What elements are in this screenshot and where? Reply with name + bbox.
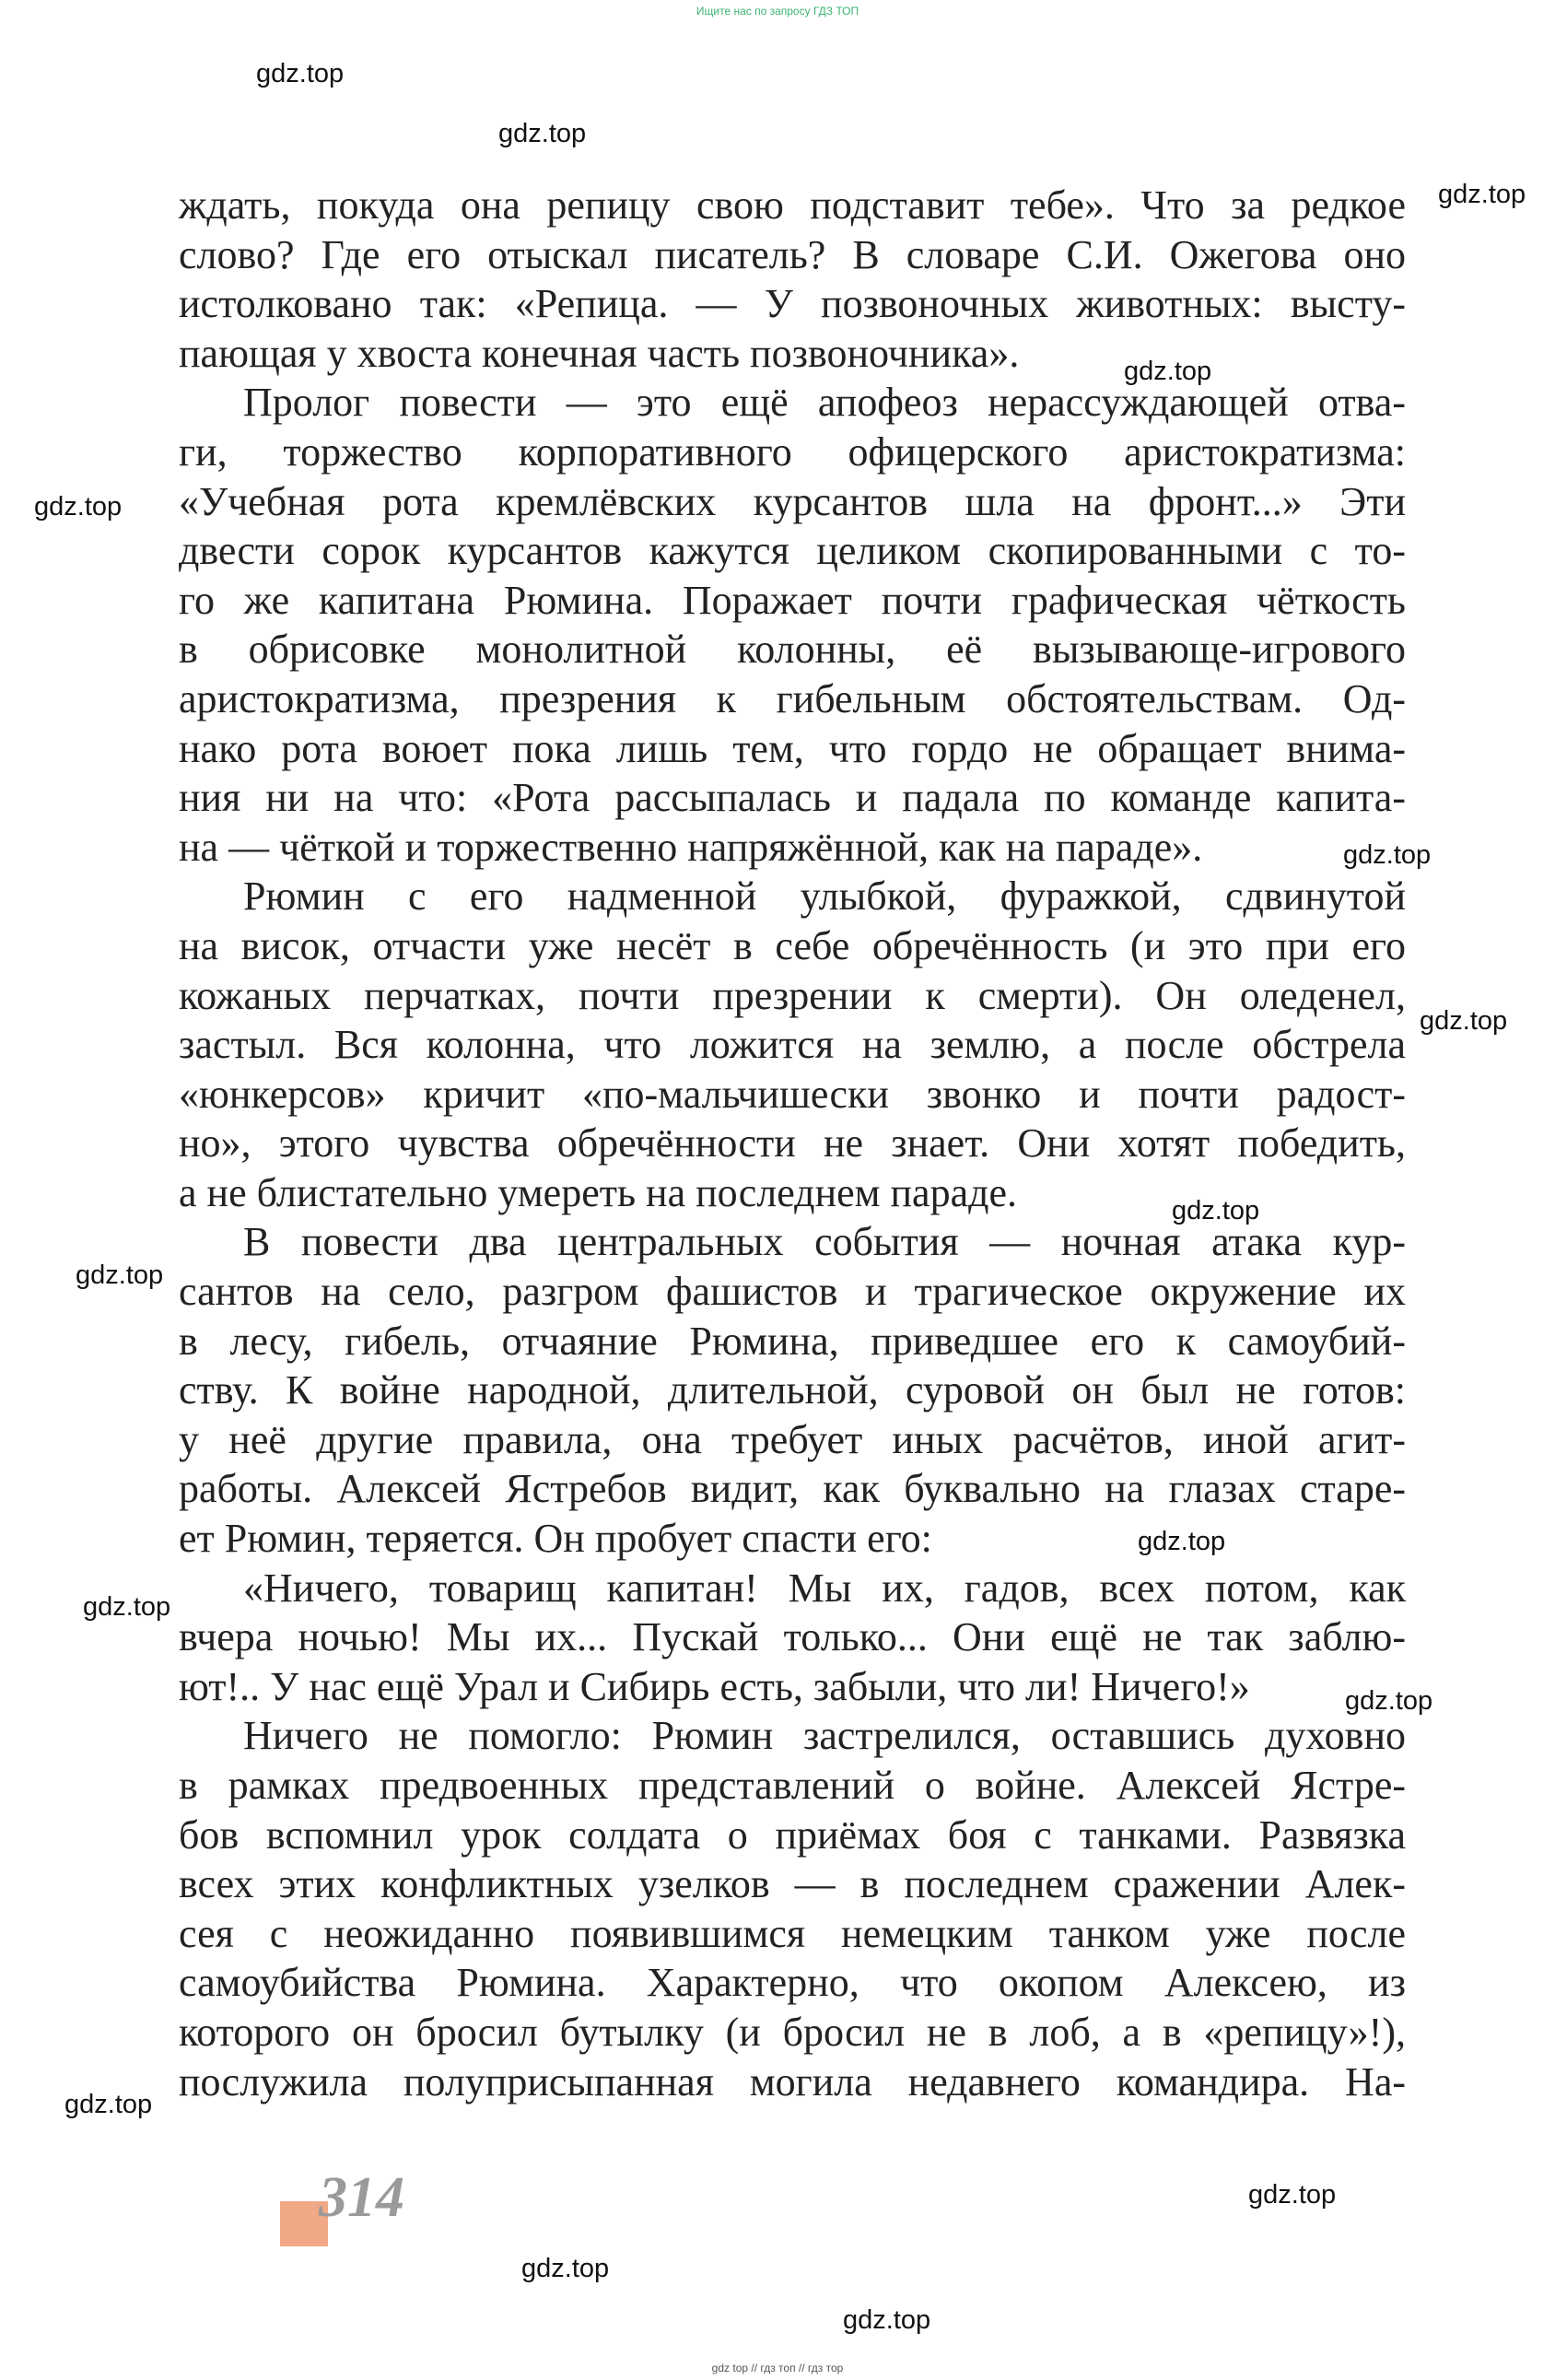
text-line: послужила полуприсыпанная могила недавнего командира. На- [179,2058,1406,2104]
watermark: gdz.top [498,119,587,148]
watermark: gdz.top [1420,1006,1508,1036]
text-line: истолковано так: «Репица. — У позвоночных животных: высту- [179,281,1406,327]
watermark: gdz.top [1343,840,1432,870]
top-search-note: Ищите нас по запросу ГДЗ ТОП [696,5,859,18]
text-line: работы. Алексей Ястребов видит, как буквально на глазах старе- [179,1466,1406,1512]
text-line: в рамках предвоенных представлений о войне. Алексей Ястре- [179,1763,1406,1808]
text-line: ют!.. У нас ещё Урал и Сибирь есть, забыли, что ли! Ничего!» [179,1663,1250,1709]
text-line: «Ничего, товарищ капитан! Мы их, гадов, всех потом, как [243,1565,1406,1611]
text-line: Ничего не помогло: Рюмин застрелился, оставшись духовно [243,1713,1406,1759]
text-line: ния ни на что: «Рота рассыпалась и падала по команде капита- [179,775,1406,821]
watermark: gdz.top [256,59,345,88]
watermark: gdz.top [76,1260,164,1290]
text-line: «юнкерсов» кричит «по-мальчишески звонко и почти радост- [179,1071,1406,1117]
bottom-note: gdz top // гдз топ // гдз тор [711,2362,844,2374]
text-line: двести сорок курсантов кажутся целиком скопированными с то- [179,528,1406,574]
text-line: слово? Где его отыскал писатель? В словаре С.И. Ожегова оно [179,231,1406,277]
text-line: но», этого чувства обречённости не знает. Они хотят победить, [179,1120,1406,1167]
text-line: нако рота воюет пока лишь тем, что гордо не обращает внима- [179,725,1406,771]
text-line: ждать, покуда она репицу свою подставит тебе». Что за редкое [179,182,1406,228]
watermark: gdz.top [521,2254,610,2283]
text-line: ги, торжество корпоративного офицерского аристократизма: [179,428,1406,475]
text-line: аристократизма, презрения к гибельным обстоятельствам. Од- [179,675,1406,721]
text-line: которого он бросил бутылку (и бросил не в лоб, а в «репицу»!), [179,2009,1406,2055]
watermark: gdz.top [34,492,123,522]
watermark: gdz.top [1248,2180,1337,2210]
text-line: самоубийства Рюмина. Характерно, что окопом Алексею, из [179,1960,1406,2006]
text-line: ству. К войне народной, длительной, суровой он был не готов: [179,1367,1406,1413]
text-line: застыл. Вся колонна, что ложится на землю, а после обстрела [179,1022,1406,1068]
text-line: всех этих конфликтных узелков — в последнем сражении Алек- [179,1861,1406,1907]
watermark: gdz.top [1138,1527,1226,1556]
text-line: бов вспомнил урок солдата о приёмах боя с танками. Развязка [179,1811,1406,1858]
text-line: в обрисовке монолитной колонны, её вызывающе-игрового [179,627,1406,673]
watermark: gdz.top [1172,1196,1260,1225]
text-line: В повести два центральных события — ночная атака кур- [243,1219,1406,1265]
watermark: gdz.top [1438,180,1526,209]
text-line: сея с неожиданно появившимся немецким танком уже после [179,1910,1406,1956]
text-line: у неё другие правила, она требует иных расчётов, иной агит- [179,1416,1406,1462]
text-line: кожаных перчатках, почти презрении к смерти). Он оледенел, [179,972,1406,1018]
watermark: gdz.top [83,1592,171,1622]
page-number: 314 [319,2166,404,2229]
text-line: ет Рюмин, теряется. Он пробует спасти его: [179,1516,932,1562]
text-line: «Учебная рота кремлёвских курсантов шла на фронт...» Эти [179,478,1406,524]
body-text [179,181,1406,2106]
text-line: а не блистательно умереть на последнем параде. [179,1169,1018,1215]
text-line: го же капитана Рюмина. Поражает почти графическая чёткость [179,577,1406,623]
text-line: пающая у хвоста конечная часть позвоночника». [179,330,1020,376]
text-line: в лесу, гибель, отчаяние Рюмина, приведшее его к самоубий- [179,1318,1406,1364]
watermark: gdz.top [1345,1686,1433,1716]
text-line: на — чёткой и торжественно напряжённой, как на параде». [179,824,1203,870]
text-line: вчера ночью! Мы их... Пускай только... Они ещё не так заблю- [179,1614,1406,1660]
text-line: Рюмин с его надменной улыбкой, фуражкой, сдвинутой [243,873,1406,920]
text-line: Пролог повести — это ещё апофеоз нерассуждающей отва- [243,380,1406,426]
text-line: на висок, отчасти уже несёт в себе обречённость (и это при его [179,922,1406,968]
watermark: gdz.top [64,2090,153,2119]
watermark: gdz.top [843,2305,931,2335]
text-line: сантов на село, разгром фашистов и трагическое окружение их [179,1269,1406,1315]
watermark: gdz.top [1124,357,1212,386]
